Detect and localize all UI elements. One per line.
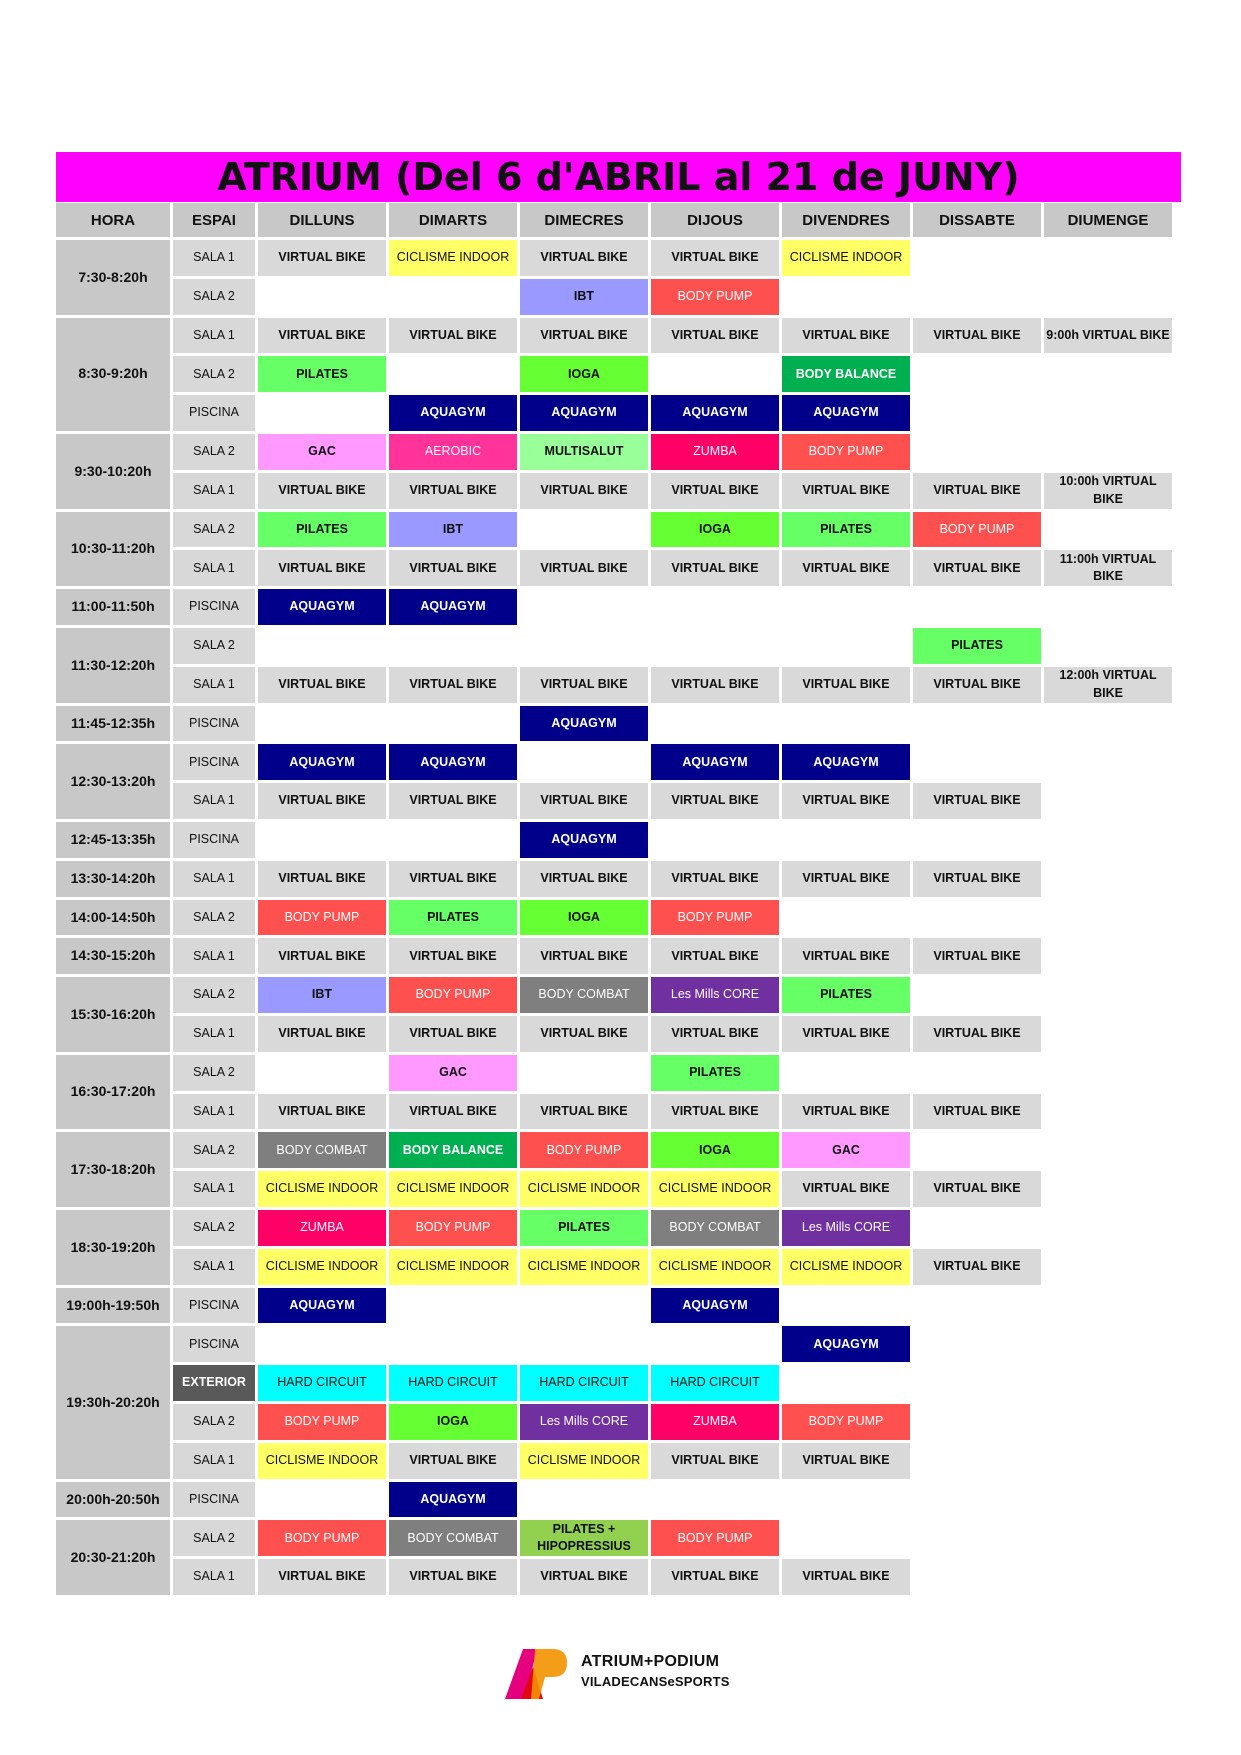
class-cell: BODY COMBAT [389, 1520, 520, 1559]
class-cell: VIRTUAL BIKE [389, 938, 520, 977]
class-cell: AQUAGYM [782, 1326, 913, 1365]
class-cell: VIRTUAL BIKE [913, 1094, 1044, 1133]
class-cell: CICLISME INDOOR [651, 1171, 782, 1210]
space-label: SALA 2 [173, 1404, 258, 1443]
space-label: SALA 1 [173, 318, 258, 357]
class-cell: IBT [258, 977, 389, 1016]
time-slot: 8:30-9:20h [56, 318, 173, 434]
class-cell: PILATES + HIPOPRESSIUS [520, 1520, 651, 1559]
space-label: PISCINA [173, 706, 258, 745]
space-label: SALA 2 [173, 434, 258, 473]
class-cell: VIRTUAL BIKE [258, 667, 389, 706]
class-cell: VIRTUAL BIKE [389, 318, 520, 357]
class-cell: AQUAGYM [520, 395, 651, 434]
class-cell: IOGA [651, 512, 782, 551]
class-cell: CICLISME INDOOR [258, 1171, 389, 1210]
class-cell: BODY PUMP [651, 900, 782, 939]
class-cell: AQUAGYM [651, 1288, 782, 1327]
space-label: SALA 1 [173, 240, 258, 279]
class-cell: VIRTUAL BIKE [258, 1016, 389, 1055]
class-cell: VIRTUAL BIKE [651, 1016, 782, 1055]
class-cell: VIRTUAL BIKE [258, 240, 389, 279]
space-label: PISCINA [173, 822, 258, 861]
class-cell: IOGA [389, 1404, 520, 1443]
class-cell: BODY PUMP [651, 279, 782, 318]
time-slot: 11:45-12:35h [56, 706, 173, 745]
class-cell: BODY PUMP [389, 977, 520, 1016]
class-cell: BODY PUMP [782, 434, 913, 473]
space-label: SALA 2 [173, 1520, 258, 1559]
class-cell: VIRTUAL BIKE [389, 861, 520, 900]
ap-logo-icon [503, 1647, 569, 1699]
space-label: SALA 1 [173, 1249, 258, 1288]
class-cell: VIRTUAL BIKE [782, 550, 913, 589]
class-cell: CICLISME INDOOR [520, 1249, 651, 1288]
class-cell: HARD CIRCUIT [389, 1365, 520, 1404]
space-label: SALA 1 [173, 1016, 258, 1055]
class-cell: VIRTUAL BIKE [913, 861, 1044, 900]
class-cell: ZUMBA [258, 1210, 389, 1249]
class-cell: IOGA [651, 1132, 782, 1171]
class-cell: 11:00h VIRTUAL BIKE [1044, 550, 1175, 589]
class-cell: AQUAGYM [258, 589, 389, 628]
class-cell: VIRTUAL BIKE [258, 473, 389, 512]
class-cell: VIRTUAL BIKE [913, 318, 1044, 357]
class-cell: CICLISME INDOOR [258, 1249, 389, 1288]
class-cell: VIRTUAL BIKE [520, 1094, 651, 1133]
class-cell: AQUAGYM [389, 1482, 520, 1521]
class-cell: BODY PUMP [389, 1210, 520, 1249]
class-cell: VIRTUAL BIKE [258, 861, 389, 900]
space-label: SALA 2 [173, 900, 258, 939]
class-cell: Les Mills CORE [782, 1210, 913, 1249]
class-cell: ZUMBA [651, 434, 782, 473]
class-cell: 10:00h VIRTUAL BIKE [1044, 473, 1175, 512]
class-cell: PILATES [258, 356, 389, 395]
class-cell: AQUAGYM [782, 744, 913, 783]
space-label: SALA 1 [173, 783, 258, 822]
class-cell: VIRTUAL BIKE [389, 667, 520, 706]
time-slot: 13:30-14:20h [56, 861, 173, 900]
class-cell: VIRTUAL BIKE [782, 938, 913, 977]
header-dijous: DIJOUS [651, 203, 782, 240]
time-slot: 9:30-10:20h [56, 434, 173, 512]
class-cell: VIRTUAL BIKE [520, 783, 651, 822]
header-dilluns: DILLUNS [258, 203, 389, 240]
space-label: PISCINA [173, 1326, 258, 1365]
class-cell: VIRTUAL BIKE [520, 861, 651, 900]
class-cell: CICLISME INDOOR [389, 1249, 520, 1288]
class-cell: VIRTUAL BIKE [389, 473, 520, 512]
class-cell: AQUAGYM [520, 706, 651, 745]
class-cell: VIRTUAL BIKE [651, 550, 782, 589]
class-cell: CICLISME INDOOR [782, 1249, 913, 1288]
time-slot: 20:30-21:20h [56, 1520, 173, 1598]
class-cell: PILATES [520, 1210, 651, 1249]
class-cell: VIRTUAL BIKE [651, 1559, 782, 1598]
time-slot: 11:00-11:50h [56, 589, 173, 628]
class-cell: GAC [782, 1132, 913, 1171]
space-label: SALA 1 [173, 1171, 258, 1210]
class-cell: VIRTUAL BIKE [913, 938, 1044, 977]
class-cell: VIRTUAL BIKE [520, 1559, 651, 1598]
class-cell: VIRTUAL BIKE [389, 1016, 520, 1055]
class-cell: BODY BALANCE [782, 356, 913, 395]
class-cell: AQUAGYM [520, 822, 651, 861]
class-cell: VIRTUAL BIKE [913, 667, 1044, 706]
class-cell: VIRTUAL BIKE [651, 240, 782, 279]
class-cell: VIRTUAL BIKE [782, 1094, 913, 1133]
class-cell: VIRTUAL BIKE [520, 667, 651, 706]
class-cell: VIRTUAL BIKE [258, 318, 389, 357]
page-title: ATRIUM (Del 6 d'ABRIL al 21 de JUNY) [56, 152, 1181, 202]
class-cell: MULTISALUT [520, 434, 651, 473]
class-cell: IBT [520, 279, 651, 318]
time-slot: 15:30-16:20h [56, 977, 173, 1055]
time-slot: 19:00h-19:50h [56, 1288, 173, 1327]
class-cell: VIRTUAL BIKE [651, 473, 782, 512]
class-cell: VIRTUAL BIKE [913, 473, 1044, 512]
class-cell: CICLISME INDOOR [782, 240, 913, 279]
class-cell: VIRTUAL BIKE [651, 861, 782, 900]
time-slot: 11:30-12:20h [56, 628, 173, 706]
class-cell: VIRTUAL BIKE [389, 783, 520, 822]
space-label: SALA 1 [173, 1443, 258, 1482]
space-label: SALA 2 [173, 1055, 258, 1094]
time-slot: 12:45-13:35h [56, 822, 173, 861]
class-cell: AQUAGYM [651, 395, 782, 434]
class-cell: Les Mills CORE [520, 1404, 651, 1443]
class-cell: VIRTUAL BIKE [651, 318, 782, 357]
logo-line-1: ATRIUM+PODIUM [581, 1653, 720, 1670]
space-label: SALA 1 [173, 667, 258, 706]
class-cell: CICLISME INDOOR [389, 1171, 520, 1210]
time-slot: 16:30-17:20h [56, 1055, 173, 1133]
header-dimecres: DIMECRES [520, 203, 651, 240]
header-espai: ESPAI [173, 203, 258, 240]
class-cell: CICLISME INDOOR [520, 1443, 651, 1482]
class-cell: VIRTUAL BIKE [913, 550, 1044, 589]
space-label: SALA 1 [173, 473, 258, 512]
header-divendres: DIVENDRES [782, 203, 913, 240]
class-cell: VIRTUAL BIKE [651, 938, 782, 977]
class-cell: VIRTUAL BIKE [258, 550, 389, 589]
class-cell: AQUAGYM [389, 589, 520, 628]
time-slot: 14:30-15:20h [56, 938, 173, 977]
class-cell: IOGA [520, 900, 651, 939]
space-label: SALA 2 [173, 628, 258, 667]
class-cell: VIRTUAL BIKE [520, 1016, 651, 1055]
class-cell: HARD CIRCUIT [520, 1365, 651, 1404]
time-slot: 12:30-13:20h [56, 744, 173, 822]
space-label: SALA 2 [173, 977, 258, 1016]
space-label: SALA 1 [173, 938, 258, 977]
class-cell: VIRTUAL BIKE [782, 1559, 913, 1598]
class-cell: AQUAGYM [258, 744, 389, 783]
class-cell: VIRTUAL BIKE [782, 1171, 913, 1210]
class-cell: GAC [389, 1055, 520, 1094]
class-cell: AQUAGYM [389, 395, 520, 434]
class-cell: BODY PUMP [651, 1520, 782, 1559]
class-cell: AEROBIC [389, 434, 520, 473]
space-label: EXTERIOR [173, 1365, 258, 1404]
class-cell: PILATES [782, 977, 913, 1016]
class-cell: VIRTUAL BIKE [258, 783, 389, 822]
class-cell: VIRTUAL BIKE [389, 1559, 520, 1598]
class-cell: VIRTUAL BIKE [913, 1249, 1044, 1288]
space-label: PISCINA [173, 395, 258, 434]
class-cell: BODY PUMP [258, 900, 389, 939]
header-hora: HORA [56, 203, 173, 240]
space-label: PISCINA [173, 589, 258, 628]
header-dissabte: DISSABTE [913, 203, 1044, 240]
class-cell: VIRTUAL BIKE [782, 1443, 913, 1482]
class-cell: BODY COMBAT [258, 1132, 389, 1171]
class-cell: VIRTUAL BIKE [520, 938, 651, 977]
space-label: SALA 1 [173, 1094, 258, 1133]
class-cell: PILATES [782, 512, 913, 551]
space-label: PISCINA [173, 744, 258, 783]
space-label: SALA 1 [173, 1559, 258, 1598]
class-cell: BODY PUMP [782, 1404, 913, 1443]
class-cell: VIRTUAL BIKE [520, 318, 651, 357]
space-label: SALA 1 [173, 550, 258, 589]
class-cell: BODY PUMP [258, 1520, 389, 1559]
time-slot: 20:00h-20:50h [56, 1482, 173, 1521]
time-slot: 10:30-11:20h [56, 512, 173, 590]
logo-line-2: VILADECANSeSPORTS [581, 1674, 730, 1689]
header-diumenge: DIUMENGE [1044, 203, 1175, 240]
space-label: SALA 2 [173, 279, 258, 318]
class-cell: AQUAGYM [258, 1288, 389, 1327]
time-slot: 18:30-19:20h [56, 1210, 173, 1288]
class-cell: VIRTUAL BIKE [782, 318, 913, 357]
space-label: SALA 2 [173, 1132, 258, 1171]
footer-logo [503, 1647, 733, 1699]
space-label: SALA 2 [173, 1210, 258, 1249]
space-label: SALA 2 [173, 356, 258, 395]
space-label: PISCINA [173, 1482, 258, 1521]
time-slot: 7:30-8:20h [56, 240, 173, 318]
class-cell: VIRTUAL BIKE [389, 1443, 520, 1482]
class-cell: 12:00h VIRTUAL BIKE [1044, 667, 1175, 706]
class-cell: VIRTUAL BIKE [258, 1094, 389, 1133]
class-cell: VIRTUAL BIKE [258, 938, 389, 977]
class-cell: BODY PUMP [258, 1404, 389, 1443]
class-cell: VIRTUAL BIKE [782, 1016, 913, 1055]
header-dimarts: DIMARTS [389, 203, 520, 240]
class-cell: CICLISME INDOOR [651, 1249, 782, 1288]
class-cell: HARD CIRCUIT [651, 1365, 782, 1404]
class-cell: PILATES [389, 900, 520, 939]
class-cell: Les Mills CORE [651, 977, 782, 1016]
class-cell: VIRTUAL BIKE [782, 473, 913, 512]
class-cell: VIRTUAL BIKE [389, 550, 520, 589]
space-label: SALA 1 [173, 861, 258, 900]
class-cell: VIRTUAL BIKE [520, 473, 651, 512]
class-cell: GAC [258, 434, 389, 473]
class-cell: VIRTUAL BIKE [520, 550, 651, 589]
class-cell: VIRTUAL BIKE [389, 1094, 520, 1133]
class-cell: VIRTUAL BIKE [520, 240, 651, 279]
class-cell: VIRTUAL BIKE [782, 861, 913, 900]
class-cell: BODY PUMP [913, 512, 1044, 551]
time-slot: 14:00-14:50h [56, 900, 173, 939]
class-cell: AQUAGYM [651, 744, 782, 783]
class-cell: CICLISME INDOOR [389, 240, 520, 279]
class-cell: 9:00h VIRTUAL BIKE [1044, 318, 1175, 357]
class-cell: VIRTUAL BIKE [651, 1443, 782, 1482]
class-cell: CICLISME INDOOR [258, 1443, 389, 1482]
class-cell: HARD CIRCUIT [258, 1365, 389, 1404]
class-cell: VIRTUAL BIKE [651, 667, 782, 706]
class-cell: BODY BALANCE [389, 1132, 520, 1171]
class-cell: BODY COMBAT [520, 977, 651, 1016]
class-cell: VIRTUAL BIKE [913, 783, 1044, 822]
class-cell: IOGA [520, 356, 651, 395]
class-cell: CICLISME INDOOR [520, 1171, 651, 1210]
space-label: SALA 2 [173, 512, 258, 551]
class-cell: VIRTUAL BIKE [913, 1171, 1044, 1210]
class-cell: BODY PUMP [520, 1132, 651, 1171]
class-cell: AQUAGYM [782, 395, 913, 434]
space-label: PISCINA [173, 1288, 258, 1327]
time-slot: 17:30-18:20h [56, 1132, 173, 1210]
class-cell: VIRTUAL BIKE [782, 667, 913, 706]
time-slot: 19:30h-20:20h [56, 1326, 173, 1481]
class-cell: VIRTUAL BIKE [782, 783, 913, 822]
class-cell: VIRTUAL BIKE [651, 783, 782, 822]
class-cell: VIRTUAL BIKE [258, 1559, 389, 1598]
class-cell: PILATES [651, 1055, 782, 1094]
class-cell: VIRTUAL BIKE [913, 1016, 1044, 1055]
class-cell: PILATES [258, 512, 389, 551]
class-cell: AQUAGYM [389, 744, 520, 783]
class-cell: ZUMBA [651, 1404, 782, 1443]
class-cell: IBT [389, 512, 520, 551]
class-cell: BODY COMBAT [651, 1210, 782, 1249]
class-cell: VIRTUAL BIKE [651, 1094, 782, 1133]
class-cell: PILATES [913, 628, 1044, 667]
